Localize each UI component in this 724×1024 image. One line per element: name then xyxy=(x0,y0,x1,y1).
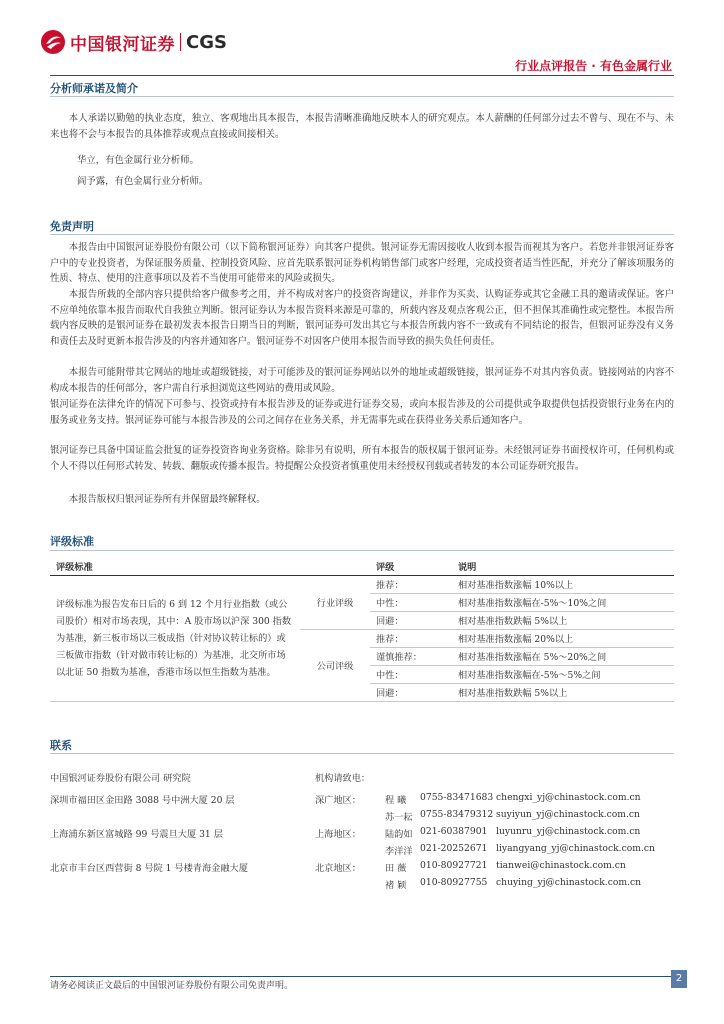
rating-desc-cell: 相对基准指数涨幅 10%以上 xyxy=(452,575,674,593)
rating-cell: 谨慎推荐： xyxy=(370,647,452,665)
rating-cell: 中性： xyxy=(370,593,452,611)
rating-desc-cell: 相对基准指数涨幅在-5%～10%之间 xyxy=(452,593,674,611)
footer-divider xyxy=(50,976,674,977)
report-type: 行业点评报告 · 有色金属行业 xyxy=(515,59,672,73)
disclaimer-section-title: 免责声明 xyxy=(50,220,94,233)
analyst-statement: 本人承诺以勤勉的执业态度，独立、客观地出具本报告，本报告清晰准确地反映本人的研究观点。本人薪酬的任何部分过去不曾与、现在不与、未来也将不会与本报告的具体推荐或观点直接或间接相关。 xyxy=(50,113,674,140)
rating-desc-cell: 相对基准指数涨幅在-5%～5%之间 xyxy=(452,665,674,683)
brand-name-cn: 中国银河证券 xyxy=(70,34,175,55)
rating-table-header xyxy=(50,557,674,575)
analyst-name: 阎予露，有色金属行业分析师。 xyxy=(77,176,209,187)
contact-address: 深圳市福田区金田路 3088 号中洲大厦 20 层 xyxy=(50,795,235,806)
disclaimer-paragraph: 本报告版权归银河证券所有并保留最终解释权。 xyxy=(68,494,266,505)
disclaimer-paragraph: 本报告所载的全部内容只提供给客户做参考之用，并不构成对客户的投资咨询建议，并非作为买卖、认购证券或其它金融工具的邀请或保证。客户不应单纯依靠本报告而取代自我独立判断。银河证券认为本报告资料来源是可靠的，所载内容及观点客观公正，但不担保其准确性或完整性。本报告所载内容反映的是银河证券在最初发表本报告日期当日的判断，银河证券可发出其它与本报告所载内容不一致或有不同结论的报告，但银河证券没有义务和责任去及时更新本报告涉及的内容并通知客户。银河证券不对因客户使用本报告而导致的损失负任何责任。 xyxy=(50,289,674,347)
company-rating-label: 公司评级 xyxy=(300,629,370,701)
sales-phone: 0755-83471683 xyxy=(420,792,494,803)
rating-cell: 中性： xyxy=(370,665,452,683)
sales-email[interactable]: liyangyang_yj@chinastock.com.cn xyxy=(496,843,655,854)
sales-region: 深广地区： xyxy=(315,795,361,806)
cgs-logo-icon xyxy=(40,29,66,55)
rating-desc-cell: 相对基准指数涨幅 20%以上 xyxy=(452,629,674,647)
sales-phone: 021-60387901 xyxy=(420,826,488,837)
rating-section-divider xyxy=(50,550,674,551)
analyst-section-title: 分析师承诺及简介 xyxy=(50,82,138,95)
disclaimer-paragraph: 本报告可能附带其它网站的地址或超级链接，对于可能涉及的银河证券网站以外的地址或超级链接，银河证券不对其内容负责。链接网站的内容不构成本报告的任何部分，客户需自行承担浏览这些网站的费用或风险。 xyxy=(50,367,674,394)
sales-email[interactable]: chuying_yj@chinastock.com.cn xyxy=(496,877,642,888)
rating-standard-text: 评级标准为报告发布日后的 6 到 12 个月行业指数（或公司股价）相对市场表现，其中：A 股市场以沪深 300 指数为基准，新三板市场以三板成指（针对协议转让标的）或三板做市指数（针对做市转让标的）为基准，北交所市场以北证 50 指数为基准，香港市场以恒生指数为基准。 xyxy=(50,575,300,701)
sales-name: 陆韵如 xyxy=(385,829,413,840)
contact-address: 上海浦东新区富城路 99 号震旦大厦 31 层 xyxy=(50,829,223,840)
sales-name: 程 曦 xyxy=(385,795,407,806)
contact-section-divider xyxy=(50,753,674,754)
rating-table xyxy=(50,557,674,702)
sales-name: 苏一耘 xyxy=(385,812,413,823)
brand-name-en: CGS xyxy=(186,31,227,53)
rating-desc-cell: 相对基准指数跌幅 5%以上 xyxy=(452,611,674,629)
sales-email[interactable]: tianwei@chinastock.com.cn xyxy=(496,860,626,871)
rating-desc-cell: 相对基准指数跌幅 5%以上 xyxy=(452,683,674,701)
rating-header-standard: 评级标准 xyxy=(50,557,300,575)
rating-header-level: 评级 xyxy=(300,557,452,575)
rating-cell: 回避： xyxy=(370,611,452,629)
disclaimer-paragraph: 本报告由中国银河证券股份有限公司（以下简称银河证券）向其客户提供。银河证券无需因接收人收到本报告而视其为客户。若您并非银河证券客户中的专业投资者，为保证服务质量、控制投资风险、应首先联系银河证券机构销售部门或客户经理，完成投资者适当性匹配，并充分了解该项服务的性质、特点、使用的注意事项以及若不当使用可能带来的风险或损失。 xyxy=(50,242,674,285)
analyst-section-divider xyxy=(50,96,674,97)
rating-header-desc: 说明 xyxy=(452,557,674,575)
sales-phone: 010-80927755 xyxy=(420,877,488,888)
sales-email[interactable]: suyiyun_yj@chinastock.com.cn xyxy=(496,809,640,820)
contact-address: 北京市丰台区西营街 8 号院 1 号楼青海金融大厦 xyxy=(50,863,248,874)
contact-company: 中国银河证券股份有限公司 研究院 xyxy=(50,773,191,784)
rating-cell: 回避： xyxy=(370,683,452,701)
sales-name: 李洋洋 xyxy=(385,846,413,857)
table-row xyxy=(50,575,674,593)
sales-name: 褚 颖 xyxy=(385,880,407,891)
header-divider xyxy=(50,75,674,76)
sales-email[interactable]: luyunru_yj@chinastock.com.cn xyxy=(496,826,641,837)
sales-email[interactable]: chengxi_yj@chinastock.com.cn xyxy=(496,792,641,803)
disclaimer-paragraph: 银河证券在法律允许的情况下可参与、投资或持有本报告涉及的证券或进行证券交易，或向本报告涉及的公司提供或争取提供包括投资银行业务在内的服务或业务支持。银河证券可能与本报告涉及的公司之间存在业务关系，并无需事先或在获得业务关系后通知客户。 xyxy=(50,399,674,426)
sales-phone: 0755-83479312 xyxy=(420,809,494,820)
rating-section-title: 评级标准 xyxy=(50,535,94,548)
sales-phone: 021-20252671 xyxy=(420,843,488,854)
rating-desc-cell: 相对基准指数涨幅在 5%～20%之间 xyxy=(452,647,674,665)
analyst-name: 华立，有色金属行业分析师。 xyxy=(77,155,199,166)
rating-cell: 推荐： xyxy=(370,629,452,647)
brand-divider xyxy=(180,33,181,51)
sales-region: 北京地区： xyxy=(315,863,361,874)
contact-section-title: 联系 xyxy=(50,739,72,752)
disclaimer-paragraph: 银河证券已具备中国证监会批复的证券投资咨询业务资格。除非另有说明，所有本报告的版权属于银河证券。未经银河证券书面授权许可，任何机构或个人不得以任何形式转发、转载、翻版或传播本报告。特提醒公众投资者慎重使用未经授权刊载或者转发的本公司证券研究报告。 xyxy=(50,445,674,472)
footer-notice: 请务必阅读正文最后的中国银河证券股份有限公司免责声明。 xyxy=(50,981,294,991)
industry-rating-label: 行业评级 xyxy=(300,575,370,629)
sales-name: 田 薇 xyxy=(385,863,407,874)
rating-cell: 推荐： xyxy=(370,575,452,593)
brand-logo xyxy=(40,28,240,56)
sales-region: 上海地区： xyxy=(315,829,361,840)
sales-phone: 010-80927721 xyxy=(420,860,488,871)
sales-label: 机构请致电： xyxy=(315,773,371,784)
page-number: 2 xyxy=(671,970,687,988)
disclaimer-section-divider xyxy=(50,234,674,235)
